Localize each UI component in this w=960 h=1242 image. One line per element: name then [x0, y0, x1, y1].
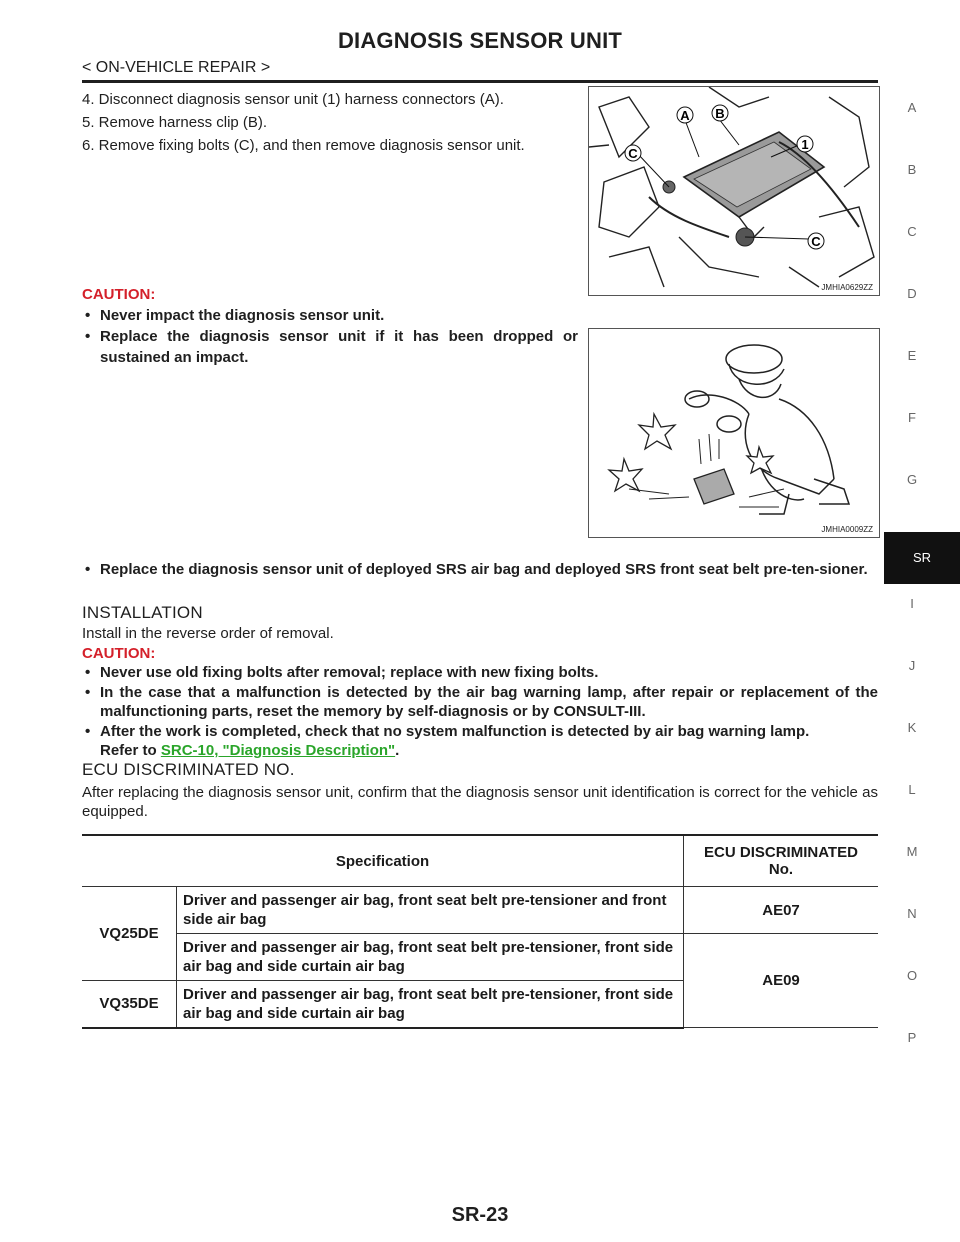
- sensor-location-illustration: [589, 87, 879, 295]
- deployed-replace-note: [82, 559, 878, 580]
- installation-bullet-3: [82, 722, 878, 761]
- side-tab[interactable]: C: [907, 224, 917, 239]
- diagnosis-description-link[interactable]: SRC-10, "Diagnosis Description": [160, 742, 396, 759]
- side-tab[interactable]: I: [910, 596, 914, 611]
- callout-c-right: C: [811, 234, 821, 249]
- row2-desc: Driver and passenger air bag, front seat belt pre-tensioner, front side air bag and side curtain air bag: [177, 934, 684, 981]
- sensor-location-figure: [588, 86, 880, 296]
- row3-desc: Driver and passenger air bag, front seat belt pre-tensioner, front side air bag and side curtain air bag: [177, 981, 684, 1028]
- installation-bullet-1: • Never use old fixing bolts after removal; replace with new fixing bolts.: [82, 663, 878, 683]
- side-tab[interactable]: M: [906, 844, 918, 859]
- side-tab[interactable]: E: [907, 348, 917, 363]
- replace-bullet: • Replace the diagnosis sensor unit of deployed SRS air bag and deployed SRS front seat belt pre-ten-sioner.: [82, 559, 878, 580]
- callout-a: A: [680, 108, 690, 123]
- callout-c-left: C: [628, 146, 638, 161]
- engine-vq35de: VQ35DE: [82, 981, 177, 1028]
- side-tab[interactable]: L: [908, 782, 916, 797]
- table-row: [82, 887, 878, 934]
- side-tab[interactable]: O: [906, 968, 918, 983]
- figure-code: JMHIA0629ZZ: [821, 283, 873, 292]
- refer-prefix: Refer to: [100, 742, 157, 759]
- caution-label: CAUTION:: [82, 286, 156, 303]
- side-tab[interactable]: P: [907, 1030, 917, 1045]
- installation-block: [82, 624, 878, 761]
- page-number: SR-23: [451, 1204, 509, 1226]
- side-tab[interactable]: K: [907, 720, 917, 735]
- page-title: DIAGNOSIS SENSOR UNIT: [337, 28, 623, 53]
- side-tab[interactable]: D: [907, 286, 917, 301]
- header-specification: Specification: [82, 835, 684, 887]
- table-row: [82, 934, 878, 981]
- removal-steps: [82, 88, 582, 157]
- row1-code: AE07: [684, 887, 879, 934]
- row1-desc: Driver and passenger air bag, front seat belt pre-tensioner and front side air bag: [177, 887, 684, 934]
- page-subtitle: < ON-VEHICLE REPAIR >: [82, 59, 271, 76]
- installation-body: Install in the reverse order of removal.: [82, 625, 334, 642]
- step-6: 6. Remove fixing bolts (C), and then remove diagnosis sensor unit.: [82, 137, 525, 154]
- callout-1: 1: [801, 137, 809, 152]
- callout-b: B: [715, 106, 725, 121]
- step-4: 4. Disconnect diagnosis sensor unit (1) harness connectors (A).: [82, 91, 504, 108]
- row23-code: AE09: [684, 934, 879, 1028]
- refer-suffix: .: [395, 742, 400, 759]
- side-tab[interactable]: B: [907, 162, 917, 177]
- side-tab[interactable]: F: [908, 410, 916, 425]
- engine-vq25de: VQ25DE: [82, 887, 177, 981]
- caution-bullet-1: • Never impact the diagnosis sensor unit.: [82, 305, 578, 326]
- step-5: 5. Remove harness clip (B).: [82, 114, 268, 131]
- table-header-row: [82, 835, 878, 887]
- installation-bullet-3-text: After the work is completed, check that no system malfunction is detected by air bag warning lamp.: [100, 722, 810, 740]
- side-tab[interactable]: G: [906, 472, 918, 487]
- installation-heading: INSTALLATION: [82, 603, 203, 622]
- side-tab[interactable]: A: [907, 100, 917, 115]
- header-ecu: ECU DISCRIMINATED No.: [684, 835, 879, 887]
- ecu-spec-table: [82, 834, 878, 1029]
- side-tab[interactable]: J: [908, 658, 916, 673]
- caution-block-1: [82, 284, 578, 368]
- ecu-body: After replacing the diagnosis sensor unit, confirm that the diagnosis sensor unit identification is correct for the vehicle as equipped.: [82, 784, 878, 820]
- dropped-unit-figure: [588, 328, 880, 538]
- installation-caution-label: CAUTION:: [82, 644, 156, 662]
- side-tab[interactable]: N: [907, 906, 917, 921]
- figure-code: JMHIA0009ZZ: [821, 525, 873, 534]
- header-rule: [82, 80, 878, 83]
- side-tab-active[interactable]: SR: [884, 532, 960, 584]
- installation-bullet-2: • In the case that a malfunction is detected by the air bag warning lamp, after repair or replacement of the malfunctioning parts, reset the memory by self-diagnosis or by CONSULT-III.: [82, 683, 878, 722]
- caution-bullet-2: • Replace the diagnosis sensor unit if it has been dropped or sustained an impact.: [82, 326, 578, 368]
- ecu-heading: ECU DISCRIMINATED NO.: [82, 760, 295, 779]
- dropped-unit-illustration: [589, 329, 879, 537]
